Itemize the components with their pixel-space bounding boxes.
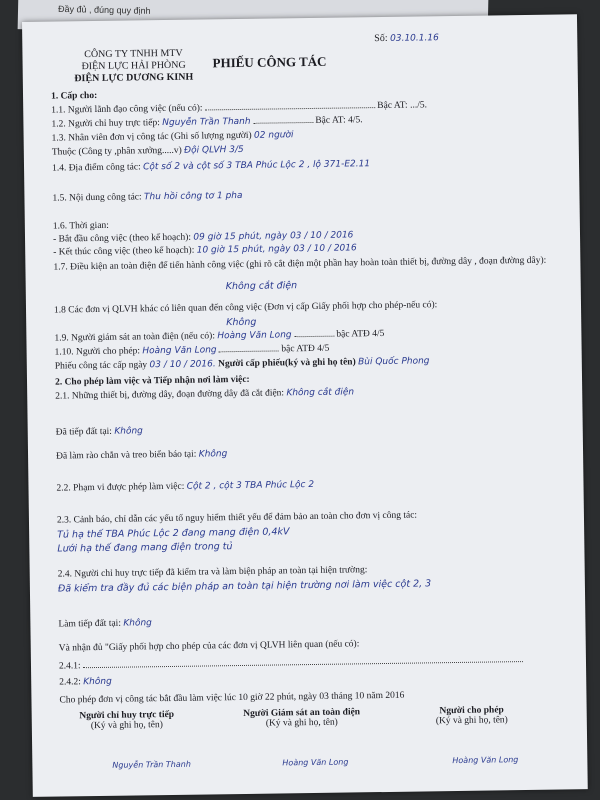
label-1-6b: - Kết thúc công việc (theo kế hoạch): (53, 245, 195, 258)
value-2-1: Không cắt điện (286, 387, 355, 399)
grade-1-9: bậc ATĐ 4/5 (336, 328, 385, 340)
section1-heading: 1. Cấp cho: (50, 90, 98, 102)
signature-col-1 (52, 710, 202, 732)
form-title: PHIẾU CÔNG TÁC (212, 53, 327, 71)
issuer-name: Bùi Quốc Phong (358, 356, 430, 368)
value-1-3: 02 người (253, 130, 294, 141)
row-1-1 (51, 100, 427, 115)
row-1-6b (53, 243, 357, 257)
value-2-3b: Lưới hạ thế đang mang điện trong tủ (57, 541, 233, 555)
label-1-6a: - Bắt đầu công việc (theo kế hoạch): (52, 232, 192, 245)
row-more (58, 618, 152, 629)
label-more: Làm tiếp đất tại: (58, 618, 122, 630)
row-issue (55, 356, 430, 371)
sig1-role: Người chỉ huy trực tiếp (79, 709, 175, 722)
row-1-10 (55, 344, 330, 358)
label-2-4-2: 2.4.2: (59, 677, 81, 688)
value-1-4: Cột số 2 và cột số 3 TBA Phúc Lộc 2 , lộ 371-E2.11 (142, 159, 371, 173)
value-1-7: Không cắt điện (225, 280, 298, 293)
form-number (374, 32, 439, 44)
row-1-3 (52, 130, 294, 143)
row-2-4-2 (59, 677, 112, 688)
value-2-3: Tủ hạ thế TBA Phúc Lộc 2 đang mang điện 0,4kV (57, 526, 290, 541)
number-value: 03.10.1.16 (390, 33, 439, 44)
label-issue: Phiếu công tác cấp ngày (54, 360, 148, 372)
row-2-1 (55, 387, 354, 401)
value-2-2: Cột 2 , cột 3 TBA Phúc Lộc 2 (186, 479, 315, 492)
label-1-10: 1.10. Người cho phép: (54, 346, 141, 358)
row-allow: Cho phép đơn vị công tác bắt đầu làm việc lúc 10 giờ 22 phút, ngày 03 tháng 10 năm 2016 (59, 690, 405, 706)
label-ground: Đã tiếp đất tại: (55, 426, 113, 438)
sig3-name: Hoàng Văn Long (452, 755, 519, 766)
label-1-1: 1.1. Người lãnh đạo công việc (nếu có): (51, 103, 203, 116)
value-1-10: Hoàng Văn Long (142, 345, 217, 357)
row-2-2 (56, 480, 314, 494)
value-issue: 03 / 10 / 2016. (149, 359, 216, 371)
sig3-role: Người cho phép (439, 705, 504, 717)
row-2-4-1 (59, 655, 523, 671)
value-more: Không (123, 618, 152, 629)
label-1-9: 1.9. Người giám sát an toàn điện (nếu có): (54, 331, 216, 344)
label-2-1: 2.1. Những thiết bị, đường dây, đoạn đường dây đã cắt điện: (55, 388, 285, 402)
grade-1-10: bậc ATĐ 4/5 (281, 343, 330, 355)
number-label: Số: (374, 32, 388, 45)
signature-col-2 (227, 707, 377, 729)
value-2-4: Đã kiểm tra đầy đủ các biện pháp an toàn tại hiện trường nơi làm việc cột 2, 3 (57, 578, 432, 595)
company-name-2: ĐIỆN LỰC HẢI PHÒNG (81, 59, 186, 73)
row-1-5 (52, 191, 242, 204)
value-1-2: Nguyễn Trần Thanh (162, 116, 251, 129)
work-permit-form (22, 14, 588, 797)
sig3-note: (Ký và ghi họ, tên) (435, 715, 508, 727)
row-1-2 (51, 115, 362, 129)
row-1-3b (52, 145, 244, 158)
label-1-4: 1.4. Địa điểm công tác: (51, 162, 141, 174)
label-2-2: 2.2. Phạm vi được phép làm việc: (56, 481, 185, 494)
label-1-2: 1.2. Người chỉ huy trực tiếp: (51, 118, 160, 130)
row-1-4 (52, 159, 370, 173)
row-2-4: 2.4. Người chỉ huy trực tiếp đã kiểm tra và làm biện pháp an toàn tại hiện trường: (57, 565, 368, 580)
signature-col-3 (397, 705, 547, 727)
grade-1-1: Bậc AT: .../5. (377, 100, 428, 112)
value-1-9: Hoàng Văn Long (217, 330, 292, 342)
value-1-3b: Đội QLVH 3/5 (184, 144, 244, 156)
section2-heading: 2. Cho phép làm việc và Tiếp nhận nơi làm việc: (54, 374, 250, 388)
row-fence (56, 449, 227, 461)
label-1-5: 1.5. Nội dung công tác: (52, 192, 142, 204)
value-1-6b: 10 giờ 15 phút, ngày 03 / 10 / 2016 (196, 243, 357, 256)
label-2-4-1: 2.4.1: (58, 661, 81, 672)
value-fence: Không (198, 449, 228, 460)
row-1-6a (53, 230, 353, 244)
row-1-9 (54, 329, 384, 344)
value-2-4-2: Không (83, 676, 112, 688)
value-1-5: Thu hồi công tơ 1 pha (143, 190, 243, 203)
row-1-6: 1.6. Thời gian: (52, 220, 109, 232)
label-1-3b: Thuộc (Công ty ,phân xưởng.....v) (51, 145, 182, 158)
branch-name: ĐIỆN LỰC DƯƠNG KINH (74, 71, 194, 85)
sig1-note: (Ký và ghi họ, tên) (90, 720, 163, 732)
label-1-3: 1.3. Nhân viên đơn vị công tác (Ghi số lượng người) (51, 130, 252, 144)
label-issuer: Người cấp phiếu(ký và ghi họ tên) (217, 357, 356, 370)
label-fence: Đã làm rào chắn và treo biển báo tại: (56, 449, 197, 462)
company-header (48, 47, 218, 85)
row-recv: Và nhận đủ "Giấy phối hợp cho phép của các đơn vị QLVH liên quan (nếu có): (58, 639, 360, 654)
value-1-6a: 09 giờ 15 phút, ngày 03 / 10 / 2016 (193, 230, 354, 243)
sig2-note: (Ký và ghi họ, tên) (265, 717, 338, 729)
grade-1-2: Bậc AT: 4/5. (315, 115, 363, 126)
row-2-3: 2.3. Cảnh báo, chỉ dẫn các yếu tố nguy hiểm thiết yếu để đảm bảo an toàn cho đơn vị công tác: (56, 510, 418, 526)
value-ground: Không (114, 426, 143, 437)
value-1-8: Không (226, 316, 257, 329)
row-ground (56, 426, 143, 437)
row-1-7: 1.7. Điều kiện an toàn điện để tiến hành công việc (ghi rõ cắt điện một phần hay hoàn toàn thiết bị, đường dây , đoạn đường dây): (53, 255, 547, 273)
row-1-8: 1.8 Các đơn vị QLVH khác có liên quan đến công việc (Đơn vị cấp Giấy phối hợp cho phép-nếu có): (53, 300, 438, 316)
sig1-name: Nguyễn Trần Thanh (112, 759, 191, 770)
sig2-role: Người Giám sát an toàn điện (243, 707, 361, 719)
background-sheet-text: Đầy đủ , đúng quy định (57, 3, 151, 16)
sig2-name: Hoàng Văn Long (282, 757, 349, 768)
company-name: CÔNG TY TNHH MTV (84, 47, 183, 61)
